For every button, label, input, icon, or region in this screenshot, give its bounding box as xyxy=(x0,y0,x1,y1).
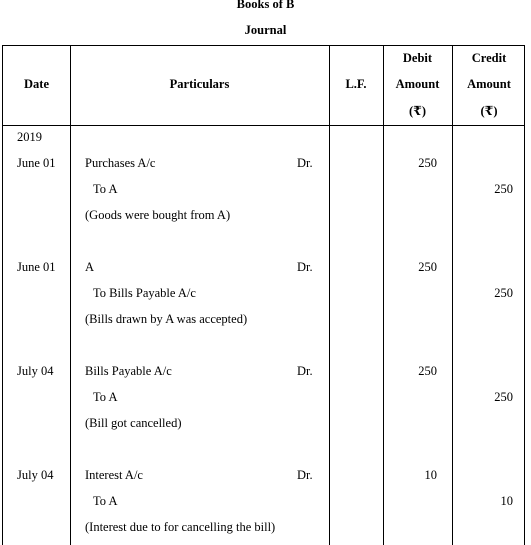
credit-amount: 10 xyxy=(500,494,513,508)
dr-label: Dr. xyxy=(297,468,313,482)
column-divider xyxy=(70,46,71,545)
dr-label: Dr. xyxy=(297,156,313,170)
credit-header: Amount xyxy=(467,77,511,91)
entry-date: July 04 xyxy=(17,468,54,482)
narration: (Interest due to for cancelling the bill) xyxy=(85,520,276,534)
credit-amount: 250 xyxy=(494,182,513,196)
column-divider xyxy=(329,46,330,545)
credit-account: To A xyxy=(93,182,118,196)
debit-amount: 250 xyxy=(418,156,437,170)
debit-account: Interest A/c xyxy=(85,468,143,482)
dr-label: Dr. xyxy=(297,364,313,378)
debit-header: Debit xyxy=(402,51,433,65)
entry-date: June 01 xyxy=(17,260,56,274)
debit-account: Bills Payable A/c xyxy=(85,364,172,378)
credit-account: To A xyxy=(93,494,118,508)
credit-header: Credit xyxy=(471,51,507,65)
debit-account: Purchases A/c xyxy=(85,156,156,170)
entry-date: July 04 xyxy=(17,364,54,378)
book-title: Books of B xyxy=(236,0,295,11)
narration: (Goods were bought from A) xyxy=(85,208,231,222)
debit-amount: 10 xyxy=(424,468,437,482)
credit-account: To A xyxy=(93,390,118,404)
credit-amount: 250 xyxy=(494,286,513,300)
credit-header: (₹) xyxy=(480,104,498,118)
header-divider xyxy=(3,125,524,126)
debit-amount: 250 xyxy=(418,260,437,274)
particulars-header: Particulars xyxy=(169,77,230,91)
credit-account: To Bills Payable A/c xyxy=(93,286,196,300)
entry-date: June 01 xyxy=(17,156,56,170)
debit-account: A xyxy=(85,260,95,274)
narration: (Bill got cancelled) xyxy=(85,416,182,430)
date-header: Date xyxy=(24,77,49,91)
journal-table xyxy=(2,45,525,545)
credit-amount: 250 xyxy=(494,390,513,404)
journal-title: Journal xyxy=(244,23,287,37)
year-label: 2019 xyxy=(17,130,42,144)
lf-header: L.F. xyxy=(345,77,367,91)
debit-amount: 250 xyxy=(418,364,437,378)
debit-header: Amount xyxy=(395,77,440,91)
dr-label: Dr. xyxy=(297,260,313,274)
debit-header: (₹) xyxy=(408,104,427,118)
narration: (Bills drawn by A was accepted) xyxy=(85,312,248,326)
